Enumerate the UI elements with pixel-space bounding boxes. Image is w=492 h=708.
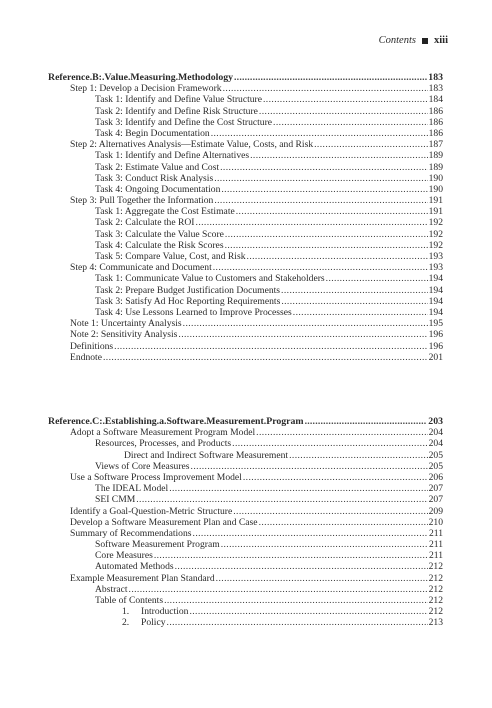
toc-entry-title-wrap (95, 128, 210, 139)
dot-leader (167, 617, 428, 628)
toc-entry-page: 190 (428, 183, 443, 195)
toc-entry-page: 213 (428, 617, 443, 629)
toc-entry[interactable] (48, 262, 443, 273)
toc-heading-title: Reference.B:.Value.Measuring.Methodology (48, 72, 234, 83)
toc-entry-title: Task 5: Compare Value, Cost, and Risk (95, 251, 246, 262)
dot-leader (183, 318, 428, 329)
toc-section-reference-b (48, 72, 443, 363)
toc-entry-title: Task 3: Calculate the Value Score (95, 228, 224, 240)
toc-entry[interactable] (48, 472, 443, 483)
toc-entry-title: Note 2: Sensitivity Analysis (70, 329, 178, 341)
dot-leader (221, 184, 427, 195)
toc-entry-page: 194 (428, 284, 443, 296)
dot-leader (175, 561, 428, 572)
toc-entry-page: 191 (428, 206, 443, 218)
running-head-page-number: xiii (433, 35, 448, 46)
toc-entry[interactable] (48, 273, 443, 284)
toc-entry-title-wrap (70, 352, 102, 363)
toc-entry-title: Note 1: Uncertainty Analysis (70, 318, 182, 330)
toc-entry-page: 189 (428, 161, 443, 173)
toc-entry-title: Task 4: Begin Documentation (95, 127, 210, 139)
toc-entry[interactable] (48, 461, 443, 472)
toc-entry-title: Endnote (70, 351, 102, 363)
toc-entry-page: 211 (428, 550, 443, 562)
toc-entry-title: Resources, Processes, and Products (95, 438, 232, 450)
toc-entry[interactable] (48, 307, 443, 318)
toc-section-heading[interactable] (48, 72, 443, 83)
dot-leader (225, 240, 428, 251)
toc-entry-page: 186 (428, 105, 443, 117)
toc-entry-title-wrap (95, 162, 219, 173)
toc-entry[interactable] (48, 94, 443, 105)
toc-entry-title: Task 1: Identify and Define Alternatives (95, 150, 250, 162)
dot-leader (236, 206, 428, 217)
dot-leader (136, 494, 427, 505)
dot-leader (221, 539, 428, 550)
toc-entry[interactable] (48, 240, 443, 251)
dot-leader (178, 329, 427, 340)
toc-entry[interactable] (48, 139, 443, 150)
toc-entry-title: Task 2: Identify and Define Risk Structure (95, 105, 258, 117)
dot-leader (220, 162, 427, 173)
running-head-section: Contents (378, 35, 416, 46)
toc-entry-page: 206 (428, 471, 443, 483)
toc-entry[interactable] (48, 617, 443, 628)
toc-entry-title: Abstract (95, 583, 128, 595)
toc-entry-page: 189 (428, 150, 443, 162)
toc-entry-title: Software Measurement Program (95, 539, 220, 551)
toc-entry-title-wrap (95, 584, 128, 595)
toc-heading-page: 203 (428, 416, 443, 427)
toc-entry-title: Task 4: Calculate the Risk Scores (95, 239, 224, 251)
toc-entry-title-wrap (70, 472, 242, 483)
toc-entry-title-wrap (70, 195, 213, 206)
toc-entry[interactable] (48, 606, 443, 617)
toc-entry-title: Identify a Goal-Question-Metric Structure (70, 505, 233, 517)
toc-entry[interactable] (48, 450, 443, 461)
toc-entry-page: 196 (428, 329, 443, 341)
toc-entry[interactable] (48, 584, 443, 595)
toc-entry[interactable] (48, 595, 443, 606)
toc-entry-title-wrap (70, 262, 212, 273)
toc-section-heading[interactable] (48, 416, 443, 427)
toc-entry-title: Step 4: Communicate and Document (70, 262, 212, 274)
dot-leader (259, 517, 428, 528)
dot-leader (114, 341, 427, 352)
dot-leader (263, 94, 428, 105)
toc-entry-title-wrap (95, 307, 292, 318)
toc-entry-page: 194 (428, 295, 443, 307)
toc-entry-title-wrap (95, 483, 168, 494)
dot-leader (103, 352, 428, 363)
toc-entry-page: 191 (428, 195, 443, 207)
toc-entry-page: 209 (428, 505, 443, 517)
toc-entry-page: 194 (428, 273, 443, 285)
toc-entry-title-wrap (95, 206, 235, 217)
toc-entry-title: Policy (141, 617, 166, 629)
toc-entry-title-wrap (70, 528, 192, 539)
toc-entry[interactable] (48, 494, 443, 505)
dot-leader (234, 72, 427, 83)
toc-entry-title: Task 3: Identify and Define the Cost Structure (95, 116, 273, 128)
toc-entry-page: 212 (428, 572, 443, 584)
toc-entry[interactable] (48, 162, 443, 173)
toc-entry-page: 193 (428, 262, 443, 274)
dot-leader (305, 416, 428, 427)
toc-entry-page: 193 (428, 251, 443, 262)
toc-entry-title: Table of Contents (95, 595, 164, 606)
toc-entry-title: Direct and Indirect Software Measurement (124, 449, 289, 461)
toc-entry-page: 196 (428, 340, 443, 352)
toc-entry-page: 210 (428, 516, 443, 528)
toc-entry[interactable] (48, 506, 443, 517)
toc-entry-title: Develop a Software Measurement Plan and Case (70, 516, 258, 528)
dot-leader (243, 472, 428, 483)
toc-entry-title-wrap (95, 251, 246, 262)
dot-leader (191, 461, 428, 472)
dot-leader (169, 483, 427, 494)
dot-leader (259, 106, 428, 117)
toc-entry-number: 1. (122, 606, 130, 618)
toc-section-reference-c (48, 416, 443, 629)
toc-entry-page: 192 (428, 217, 443, 229)
dot-leader (250, 150, 427, 161)
toc-entry-title-wrap (95, 550, 153, 561)
toc-entry-title: Views of Core Measures (95, 460, 190, 472)
toc-heading-title: Reference.C:.Establishing.a.Software.Measurement.Program (48, 416, 304, 427)
dot-leader (293, 307, 428, 318)
dot-leader (232, 438, 427, 449)
dot-leader (225, 229, 428, 240)
toc-entry-page: 204 (428, 427, 443, 439)
toc-entry-title-wrap (70, 427, 255, 438)
toc-entry-page: 212 (428, 606, 443, 618)
toc-entry[interactable] (48, 573, 443, 584)
toc-entry-title-wrap (70, 329, 177, 340)
toc-heading-page: 183 (428, 72, 443, 83)
toc-entry-title: SEI CMM (95, 494, 136, 506)
toc-entry-title-wrap (95, 296, 280, 307)
toc-entry-page: 192 (428, 228, 443, 240)
dot-leader (289, 450, 428, 461)
toc-entry-title: Task 4: Use Lessons Learned to Improve Processes (95, 306, 292, 318)
toc-entry[interactable] (48, 341, 443, 352)
toc-entry-title: Step 3: Pull Together the Information (70, 195, 214, 207)
toc-entry-title-wrap (95, 217, 195, 228)
toc-entry-page: 205 (428, 449, 443, 461)
toc-entry[interactable] (48, 206, 443, 217)
toc-entry-title-wrap (122, 617, 166, 628)
toc-entry-title: Task 2: Calculate the ROI (95, 217, 195, 229)
toc-entry[interactable] (48, 438, 443, 449)
toc-entry[interactable] (48, 173, 443, 184)
dot-leader (256, 427, 427, 438)
toc-entry[interactable] (48, 117, 443, 128)
toc-entry-title: Task 1: Identify and Define Value Structure (95, 94, 262, 106)
toc-entry[interactable] (48, 539, 443, 550)
toc-entry-page: 204 (428, 438, 443, 450)
toc-entry[interactable] (48, 150, 443, 161)
dot-leader (189, 606, 427, 617)
toc-entry-title: Task 3: Conduct Risk Analysis (95, 172, 214, 184)
toc-entry-title-wrap (95, 184, 220, 195)
toc-entry-title: Definitions (70, 340, 114, 352)
toc-entry-page: 186 (428, 116, 443, 128)
toc-entry-title: Task 3: Satisfy Ad Hoc Reporting Requirements (95, 295, 281, 307)
toc-entry-title-wrap (70, 83, 222, 94)
dot-leader (326, 273, 428, 284)
toc-entry-title-wrap (95, 438, 231, 449)
toc-entry-page: 201 (428, 351, 443, 363)
toc-entry-title: The IDEAL Model (95, 483, 169, 495)
toc-entry[interactable] (48, 427, 443, 438)
toc-entry-title: Step 2: Alternatives Analysis—Estimate Value, Costs, and Risk (70, 139, 314, 151)
toc-entry-title: Core Measures (95, 550, 153, 562)
toc-entry-number: 2. (122, 617, 130, 629)
toc-entry-title: Task 2: Estimate Value and Cost (95, 161, 220, 173)
toc-entry[interactable] (48, 352, 443, 363)
toc-entry-title-wrap (70, 341, 113, 352)
toc-entry[interactable] (48, 251, 443, 262)
toc-entry-title: Task 1: Aggregate the Cost Estimate (95, 206, 235, 218)
toc-entry-title: Use a Software Process Improvement Model (70, 471, 242, 483)
toc-entry-page: 207 (428, 494, 443, 506)
dot-leader (193, 528, 428, 539)
toc-entry[interactable] (48, 296, 443, 307)
dot-leader (196, 217, 428, 228)
toc-entry-title-wrap (95, 117, 272, 128)
toc-entry-page: 186 (428, 127, 443, 139)
toc-entry[interactable] (48, 483, 443, 494)
toc-entry-page: 211 (428, 539, 443, 551)
toc-entry-title-wrap (95, 229, 224, 240)
toc-entry-title-wrap (95, 539, 220, 550)
toc-entry-title-wrap (95, 461, 190, 472)
toc-entry-page: 212 (428, 561, 443, 573)
toc-entry-page: 187 (428, 139, 443, 151)
toc-entry-title-wrap (70, 517, 258, 528)
toc-entry-title-wrap (70, 318, 182, 329)
toc-entry-title-wrap (70, 573, 215, 584)
toc-entry-title: Example Measurement Plan Standard (70, 572, 215, 584)
toc-entry-page: 211 (428, 527, 443, 539)
toc-entry[interactable] (48, 106, 443, 117)
toc-entry-title-wrap (122, 606, 188, 617)
square-bullet-icon (422, 38, 428, 44)
toc-entry-title-wrap (70, 506, 232, 517)
toc-entry-page: 190 (428, 172, 443, 184)
dot-leader (216, 573, 428, 584)
toc-entry[interactable] (48, 285, 443, 296)
toc-entry-title-wrap (70, 139, 313, 150)
dot-leader (281, 296, 427, 307)
toc-entry-title-wrap (95, 106, 258, 117)
toc-entry[interactable] (48, 83, 443, 94)
toc-entry[interactable] (48, 217, 443, 228)
dot-leader (214, 195, 427, 206)
toc-entry-title-wrap (95, 273, 325, 284)
toc-entry[interactable] (48, 329, 443, 340)
toc-entry-title: Introduction (141, 606, 189, 618)
toc-entry-page: 207 (428, 483, 443, 495)
toc-entry[interactable] (48, 528, 443, 539)
toc-entry[interactable] (48, 195, 443, 206)
toc-entry-title-wrap (95, 561, 174, 572)
toc-entry-title-wrap (95, 285, 280, 296)
toc-entry-title-wrap (95, 173, 213, 184)
toc-entry[interactable] (48, 229, 443, 240)
toc-entry-title: Task 2: Prepare Budget Justification Documents (95, 284, 281, 296)
toc-entry-page: 205 (428, 460, 443, 472)
toc-entry[interactable] (48, 318, 443, 329)
dot-leader (281, 285, 428, 296)
toc-entry-title-wrap (95, 595, 163, 606)
toc-entry-title-wrap (95, 494, 135, 505)
dot-leader (211, 128, 428, 139)
dot-leader (314, 139, 427, 150)
toc-entry-page: 212 (428, 583, 443, 595)
dot-leader (164, 595, 428, 606)
running-head (379, 35, 448, 46)
toc-entry-title-wrap (95, 240, 224, 251)
toc-entry-title-wrap (124, 450, 288, 461)
toc-entry[interactable] (48, 184, 443, 195)
toc-entry-page: 194 (428, 306, 443, 318)
toc-entry-title: Task 4: Ongoing Documentation (95, 183, 221, 195)
toc-entry-title: Summary of Recommendations (70, 527, 192, 539)
dot-leader (233, 506, 427, 517)
toc-entry-title: Task 1: Communicate Value to Customers and Stakeholders (95, 273, 325, 285)
toc-entry-title: Automated Methods (95, 561, 174, 573)
toc-entry-page: 192 (428, 239, 443, 251)
dot-leader (214, 173, 427, 184)
toc-entry[interactable] (48, 561, 443, 572)
dot-leader (223, 83, 428, 94)
toc-entry-page: 195 (428, 318, 443, 330)
dot-leader (213, 262, 428, 273)
toc-entry[interactable] (48, 550, 443, 561)
toc-entry-page: 212 (428, 595, 443, 606)
toc-entry[interactable] (48, 128, 443, 139)
dot-leader (129, 584, 428, 595)
toc-entry-page: 184 (428, 94, 443, 106)
toc-entry-page: 183 (428, 83, 443, 95)
dot-leader (247, 251, 428, 262)
toc-entry-title-wrap (95, 94, 262, 105)
toc-entry-title: Step 1: Develop a Decision Framework (70, 83, 222, 95)
dot-leader (154, 550, 428, 561)
toc-entry[interactable] (48, 517, 443, 528)
toc-entry-title-wrap (95, 150, 249, 161)
dot-leader (273, 117, 428, 128)
toc-entry-title: Adopt a Software Measurement Program Model (70, 427, 256, 439)
